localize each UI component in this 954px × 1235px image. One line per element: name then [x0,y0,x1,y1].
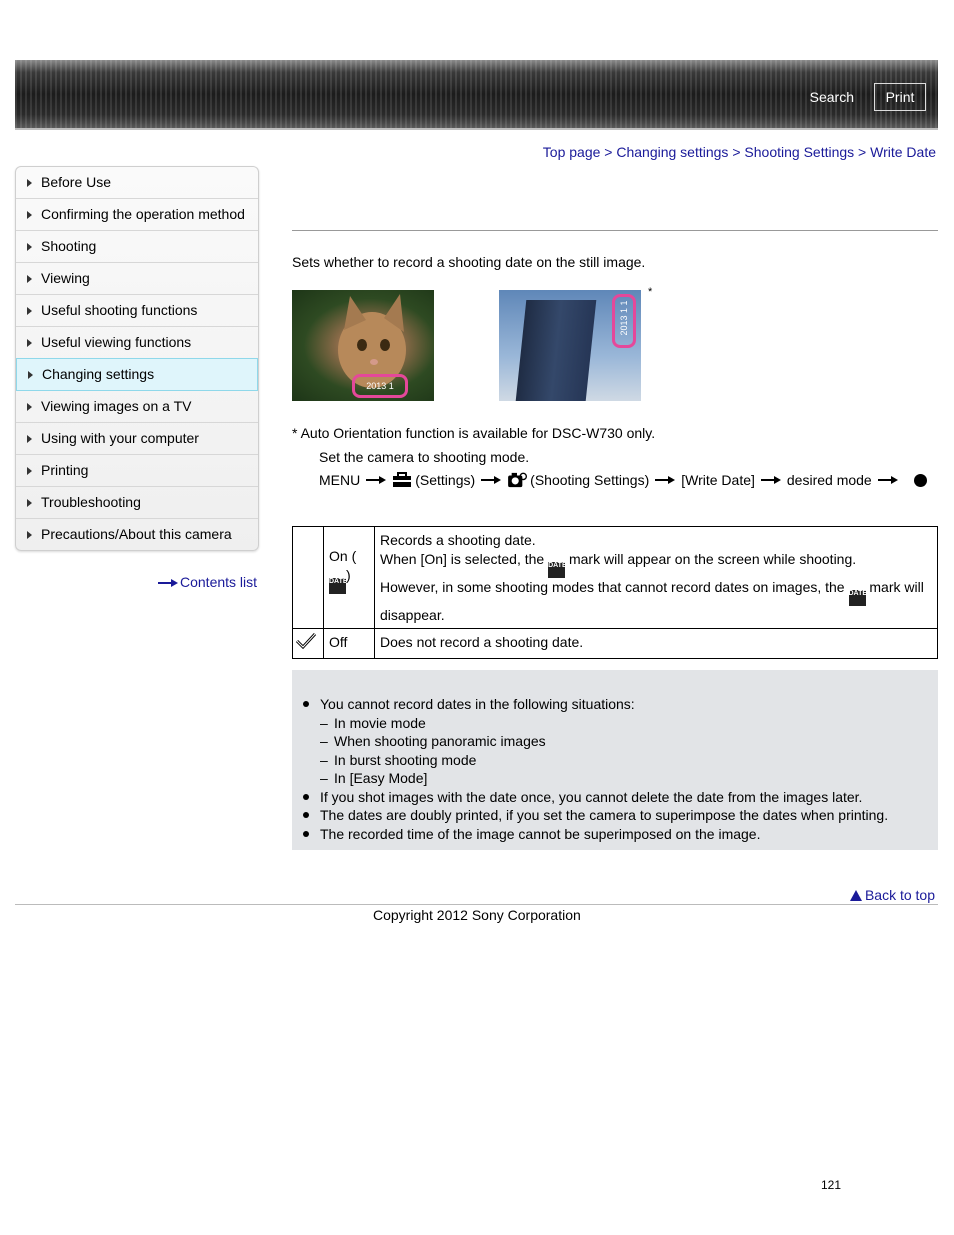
arrow-right-icon [27,403,32,411]
title-divider [292,230,938,231]
sidebar-item-label: Precautions/About this camera [41,526,232,542]
breadcrumb-write-date[interactable]: Write Date [870,144,936,160]
sample-image-building [499,290,641,401]
contents-list-label: Contents list [180,574,258,590]
back-to-top-link[interactable] [850,887,935,903]
sub-item: – In burst shooting mode [320,751,888,770]
sidebar-item-precautions[interactable] [16,519,258,550]
notes-list [302,695,888,843]
date-stamp-text: 2013 1 1 [619,300,629,336]
sub-list [320,714,888,788]
option-off-label: Off [329,634,348,650]
table-row [293,527,938,629]
arrow-right-icon [27,499,32,507]
bullet-icon [303,831,309,837]
breadcrumb-changing-settings[interactable]: Changing settings [616,144,729,160]
date-icon: DATE [329,578,346,594]
menu-label: MENU [319,472,361,488]
sidebar-item-confirming-operation[interactable] [16,199,258,231]
sidebar-item-label: Viewing [41,270,90,286]
sidebar-item-label: Printing [41,462,89,478]
sidebar-item-label: Troubleshooting [41,494,141,510]
date-stamp-vertical [612,294,636,348]
arrow-right-icon [878,475,898,485]
note-text: You cannot record dates in the following situations: [320,696,635,712]
option-on-desc-3b: mark will disappear. [380,578,924,623]
list-item [302,788,888,807]
note-text: The recorded time of the image cannot be superimposed on the image. [320,825,761,842]
sidebar-item-label: Changing settings [42,366,155,382]
note-text: The dates are doubly printed, if you set the camera to superimpose the dates when printing. [320,807,889,823]
option-on-desc-2a: When [On] is selected, the [380,550,545,567]
triangle-up-icon [850,890,862,901]
breadcrumb-top-page[interactable]: Top page [542,144,601,160]
default-mark-cell [293,527,324,629]
sidebar-item-troubleshooting[interactable] [16,487,258,519]
write-date-label: [Write Date] [681,472,755,488]
print-button[interactable]: Print [874,83,926,111]
list-item [302,695,888,788]
camera-settings-icon [507,472,527,488]
copyright-text: Copyright 2012 Sony Corporation [373,907,581,923]
bullet-icon [303,794,309,800]
back-to-top-label: Back to top [864,887,935,903]
date-stamp-horizontal: 2013 1 [352,374,408,398]
arrow-right-icon [27,211,32,219]
list-item [302,806,888,825]
arrow-right-icon [27,179,32,187]
arrow-right-icon [27,243,32,251]
arrow-right-icon [27,467,32,475]
notes-box [292,670,938,850]
sidebar-item-label: Viewing images on a TV [41,398,192,414]
settings-label: (Settings) [415,472,476,488]
page-number: 121 [821,1178,842,1192]
arrow-right-icon [28,371,33,379]
note-text: If you shot images with the date once, you cannot delete the date from the images later. [320,788,863,805]
list-item [302,825,888,844]
sidebar-item-viewing-tv[interactable] [16,391,258,423]
table-row [293,629,938,659]
option-on-desc-1: Records a shooting date. [380,532,536,548]
default-mark-cell [293,629,324,659]
sidebar-item-label: Useful shooting functions [41,302,198,318]
arrow-right-icon [27,435,32,443]
sidebar-item-changing-settings[interactable] [16,358,258,391]
intro-text: Sets whether to record a shooting date on the still image. [292,254,646,270]
arrow-right-icon [158,579,178,587]
bullet-icon [303,812,309,818]
option-off-desc: Does not record a shooting date. [380,634,584,650]
date-icon: DATE [849,590,866,606]
menu-path [319,472,927,488]
sidebar-item-label: Shooting [41,238,97,254]
building-photo-illustration [516,300,597,401]
footer-divider [15,904,938,905]
option-desc-cell [375,629,938,659]
sidebar-item-shooting[interactable] [16,231,258,263]
shooting-settings-label: (Shooting Settings) [530,472,650,488]
sidebar-nav [15,166,259,551]
sidebar-item-label: Confirming the operation method [41,206,245,222]
breadcrumb [543,144,936,160]
bullet-icon [303,701,309,707]
sub-item: – When shooting panoramic images [320,732,888,751]
option-on-desc-3a: However, in some shooting modes that cannot record dates on images, the [380,578,845,595]
option-desc-cell [375,527,938,629]
sub-item: – In [Easy Mode] [320,769,888,788]
option-on-desc-2b: mark will appear on the screen while shooting. [568,550,857,567]
auto-orientation-note: * Auto Orientation function is available for DSC-W730 only. [292,425,656,441]
breadcrumb-shooting-settings[interactable]: Shooting Settings [744,144,855,160]
sample-image-cat [292,290,434,401]
arrow-right-icon [27,307,32,315]
sidebar-item-printing[interactable] [16,455,258,487]
contents-list-link[interactable] [158,574,257,590]
header-bar [15,60,938,130]
step-1: Set the camera to shooting mode. [319,449,530,465]
arrow-right-icon [27,339,32,347]
arrow-right-icon [481,475,501,485]
option-on-label-close: ) [346,566,351,583]
arrow-right-icon [366,475,386,485]
sidebar-item-useful-viewing[interactable] [16,327,258,359]
sidebar-item-before-use[interactable] [16,167,258,199]
sidebar-item-viewing[interactable] [16,263,258,295]
search-link[interactable]: Search [809,89,854,105]
breadcrumb-separator: > [604,144,613,160]
sidebar-item-label: Useful viewing functions [41,334,192,350]
checkmark-icon [295,632,317,650]
options-table [292,526,938,659]
sidebar-item-useful-shooting[interactable] [16,295,258,327]
arrow-right-icon [761,475,781,485]
asterisk-mark: * [648,286,653,298]
center-button-icon [914,474,927,487]
sub-item: – In movie mode [320,714,888,733]
arrow-right-icon [27,275,32,283]
date-icon: DATE [548,562,565,578]
arrow-right-icon [27,531,32,539]
option-on-label: On ( [329,548,357,564]
toolbox-icon [392,472,412,488]
breadcrumb-separator: > [732,144,741,160]
sidebar-item-label: Using with your computer [41,430,199,446]
option-name-cell [324,527,375,629]
desired-mode-label: desired mode [786,472,872,488]
arrow-right-icon [655,475,675,485]
breadcrumb-separator: > [858,144,867,160]
sidebar-item-label: Before Use [41,174,112,190]
option-name-cell [324,629,375,659]
sidebar-item-computer[interactable] [16,423,258,455]
